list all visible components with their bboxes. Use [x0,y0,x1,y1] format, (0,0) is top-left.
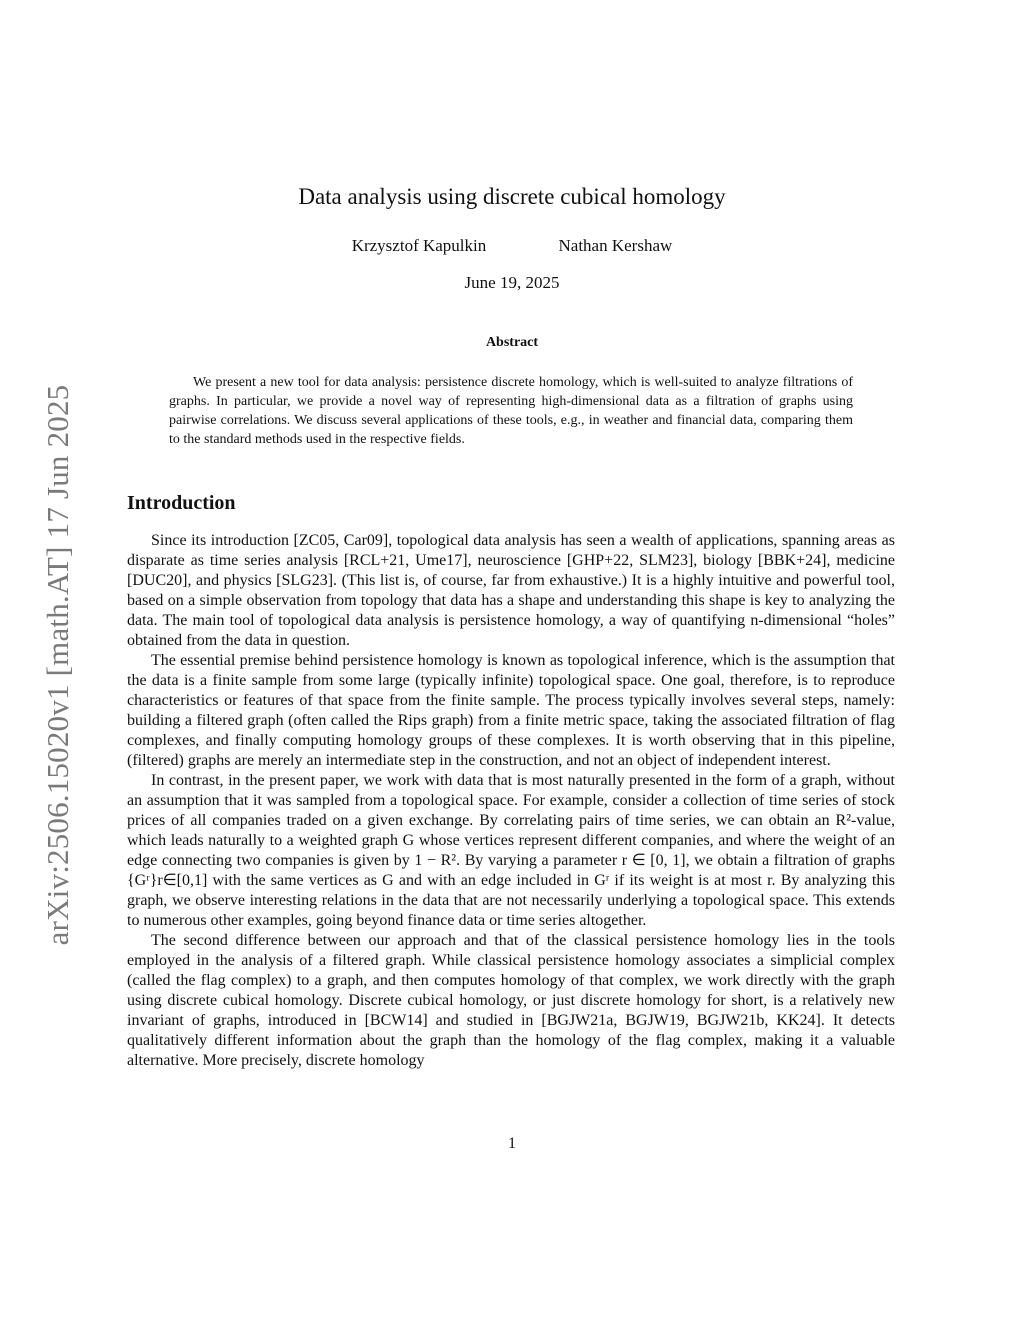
body-paragraph: The essential premise behind persistence homology is known as topological inference, which is the assumption that the data is a finite sample from some large (typically infinite) topological space. One goal, therefore, is to reproduce characteristics or features of that space from the finite sample. The process typically involves several steps, namely: building a filtered graph (often called the Rips graph) from a finite metric space, taking the associated filtration of flag complexes, and finally computing homology groups of these complexes. It is worth observing that in this pipeline, (filtered) graphs are merely an intermediate step in the construction, and not an object of independent interest. [127,652,895,769]
body-paragraph: In contrast, in the present paper, we work with data that is most naturally presented in the form of a graph, without an assumption that it was sampled from a topological space. For example, consider a collection of time series of stock prices of all companies traded on a given exchange. By correlating pairs of time series, we can obtain an R²-value, which leads naturally to a weighted graph G whose vertices represent different companies, and where the weight of an edge connecting two companies is given by 1 − R². By varying a parameter r ∈ [0, 1], we obtain a filtration of graphs {Gʳ}r∈[0,1] with the same vertices as G and with an edge included in Gʳ if its weight is at most r. By analyzing this graph, we observe interesting relations in the data that are not necessarily underlying a topological space. This extends to numerous other examples, going beyond finance data or time series altogether. [127,772,895,929]
abstract-text: We present a new tool for data analysis: persistence discrete homology, which is well-suited to analyze filtrations of graphs. In particular, we provide a novel way of representing high-dimensional data as a filtration of graphs using pairwise correlations. We discuss several applications of these tools, e.g., in weather and financial data, comparing them to the standard methods used in the respective fields. [169,375,853,447]
abstract-heading: Abstract [485,335,539,350]
paper-date: June 19, 2025 [464,273,560,292]
body-paragraph: Since its introduction [ZC05, Car09], topological data analysis has seen a wealth of applications, spanning areas as disparate as time series analysis [RCL+21, Ume17], neuroscience [GHP+22, SLM23], biology [BBK+24], medicine [DUC20], and physics [SLG23]. (This list is, of course, far from exhaustive.) It is a highly intuitive and powerful tool, based on a simple observation from topology that data has a shape and understanding this shape is key to analyzing the data. The main tool of topological data analysis is persistence homology, a way of quantifying n-dimensional “holes” obtained from the data in question. [127,532,895,649]
body-paragraph: The second difference between our approach and that of the classical persistence homology lies in the tools employed in the analysis of a filtered graph. While classical persistence homology associates a simplicial complex (called the flag complex) to a graph, and then computes homology of that complex, we work directly with the graph using discrete cubical homology. Discrete cubical homology, or just discrete homology for short, is a relatively new invariant of graphs, introduced in [BCW14] and studied in [BGJW21a, BGJW19, BGJW21b, KK24]. It detects qualitatively different information about the graph than the homology of the flag complex, making it a valuable alternative. More precisely, discrete homology [127,932,895,1069]
section-heading-introduction: Introduction [127,492,236,514]
page-number: 1 [508,1135,516,1152]
paper-title: Data analysis using discrete cubical homology [298,184,726,209]
author-name: Krzysztof Kapulkin [351,236,487,255]
introduction-body [127,531,895,1071]
author-list [0,236,1024,256]
arxiv-identifier: arXiv:2506.15020v1 [math.AT] 17 Jun 2025 [40,384,75,946]
author-name: Nathan Kershaw [558,236,673,255]
